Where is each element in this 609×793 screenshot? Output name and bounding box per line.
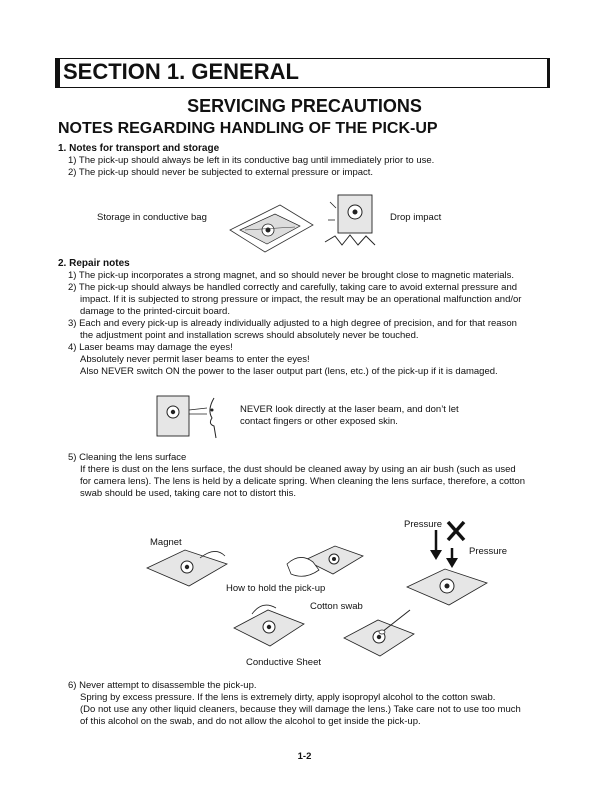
- conductive-sheet-illustration: [232, 598, 307, 653]
- list-item-cont: of this alcohol on the swab, and do not allow the alcohol to get inside the pick-up.: [80, 716, 421, 727]
- list-item-cont: impact. If it is subjected to strong pressure or impact, the result may be an operational malfunction and/or: [80, 294, 522, 305]
- list-item: 1) The pick-up should always be left in its conductive bag until immediately prior to use.: [68, 155, 435, 166]
- caption-magnet: Magnet: [150, 537, 182, 548]
- magnet-pickup-illustration: [145, 548, 230, 588]
- list-item-cont: the adjustment point and installation screws should absolutely never be touched.: [80, 330, 419, 341]
- pressure-pickup-illustration: [405, 565, 490, 610]
- heading-repair-notes: 2. Repair notes: [58, 258, 130, 269]
- list-item: 2) The pick-up should never be subjected to external pressure or impact.: [68, 167, 374, 178]
- list-item-cont: Spring by excess pressure. If the lens is extremely dirty, apply isopropyl alcohol to the cotton swab.: [80, 692, 496, 703]
- list-item-cont: (Do not use any other liquid cleaners, because they will damage the lens.) Take care not to use too much: [80, 704, 521, 715]
- list-item: 1) The pick-up incorporates a strong magnet, and so should never be brought close to magnetic materials.: [68, 270, 515, 281]
- caption-pressure-right: Pressure: [469, 546, 508, 557]
- list-item: 5) Cleaning the lens surface: [68, 452, 187, 463]
- caption-cotton-swab: Cotton swab: [310, 601, 363, 612]
- heading-transport-storage: 1. Notes for transport and storage: [58, 143, 220, 154]
- pressure-warning-illustration: [420, 520, 475, 570]
- caption-drop-impact: Drop impact: [390, 212, 442, 223]
- storage-bag-illustration: [225, 200, 315, 255]
- page-number: 1-2: [297, 751, 312, 762]
- cotton-swab-illustration: [342, 608, 417, 658]
- drop-impact-illustration: [320, 190, 385, 250]
- caption-conductive-sheet: Conductive Sheet: [246, 657, 321, 668]
- laser-warning-line: NEVER look directly at the laser beam, and don’t let: [240, 404, 459, 415]
- list-item-cont: swab should be used, taking care not to distort this.: [80, 488, 296, 499]
- subtitle: NOTES REGARDING HANDLING OF THE PICK-UP: [58, 120, 438, 137]
- list-item-cont: Also NEVER switch ON the power to the laser output part (lens, etc.) of the pick-up if it is damaged.: [80, 366, 498, 377]
- list-item-cont: Absolutely never permit laser beams to enter the eyes!: [80, 354, 310, 365]
- caption-storage-bag: Storage in conductive bag: [97, 212, 207, 223]
- caption-how-to-hold: How to hold the pick-up: [226, 583, 326, 594]
- page-title: SERVICING PRECAUTIONS: [187, 96, 422, 116]
- list-item-cont: for camera lens). The lens is held by a delicate spring. When cleaning the lens surface, therefore, a cotton: [80, 476, 525, 487]
- list-item: 6) Never attempt to disassemble the pick-up.: [68, 680, 257, 691]
- caption-pressure-top: Pressure: [404, 519, 443, 530]
- list-item: 3) Each and every pick-up is already individually adjusted to a high degree of precision, and for that reason: [68, 318, 517, 329]
- list-item: 2) The pick-up should always be handled correctly and carefully, taking care to avoid external pressure and: [68, 282, 518, 293]
- hold-pickup-illustration: [285, 540, 365, 585]
- laser-eye-illustration: [152, 392, 232, 442]
- laser-warning-line: contact fingers or other exposed skin.: [240, 416, 398, 427]
- list-item-cont: If there is dust on the lens surface, the dust should be cleaned away by using an air bush (such as used: [80, 464, 516, 475]
- list-item: 4) Laser beams may damage the eyes!: [68, 342, 233, 353]
- list-item-cont: damage to the printed-circuit board.: [80, 306, 230, 317]
- section-title: SECTION 1. GENERAL: [63, 59, 299, 84]
